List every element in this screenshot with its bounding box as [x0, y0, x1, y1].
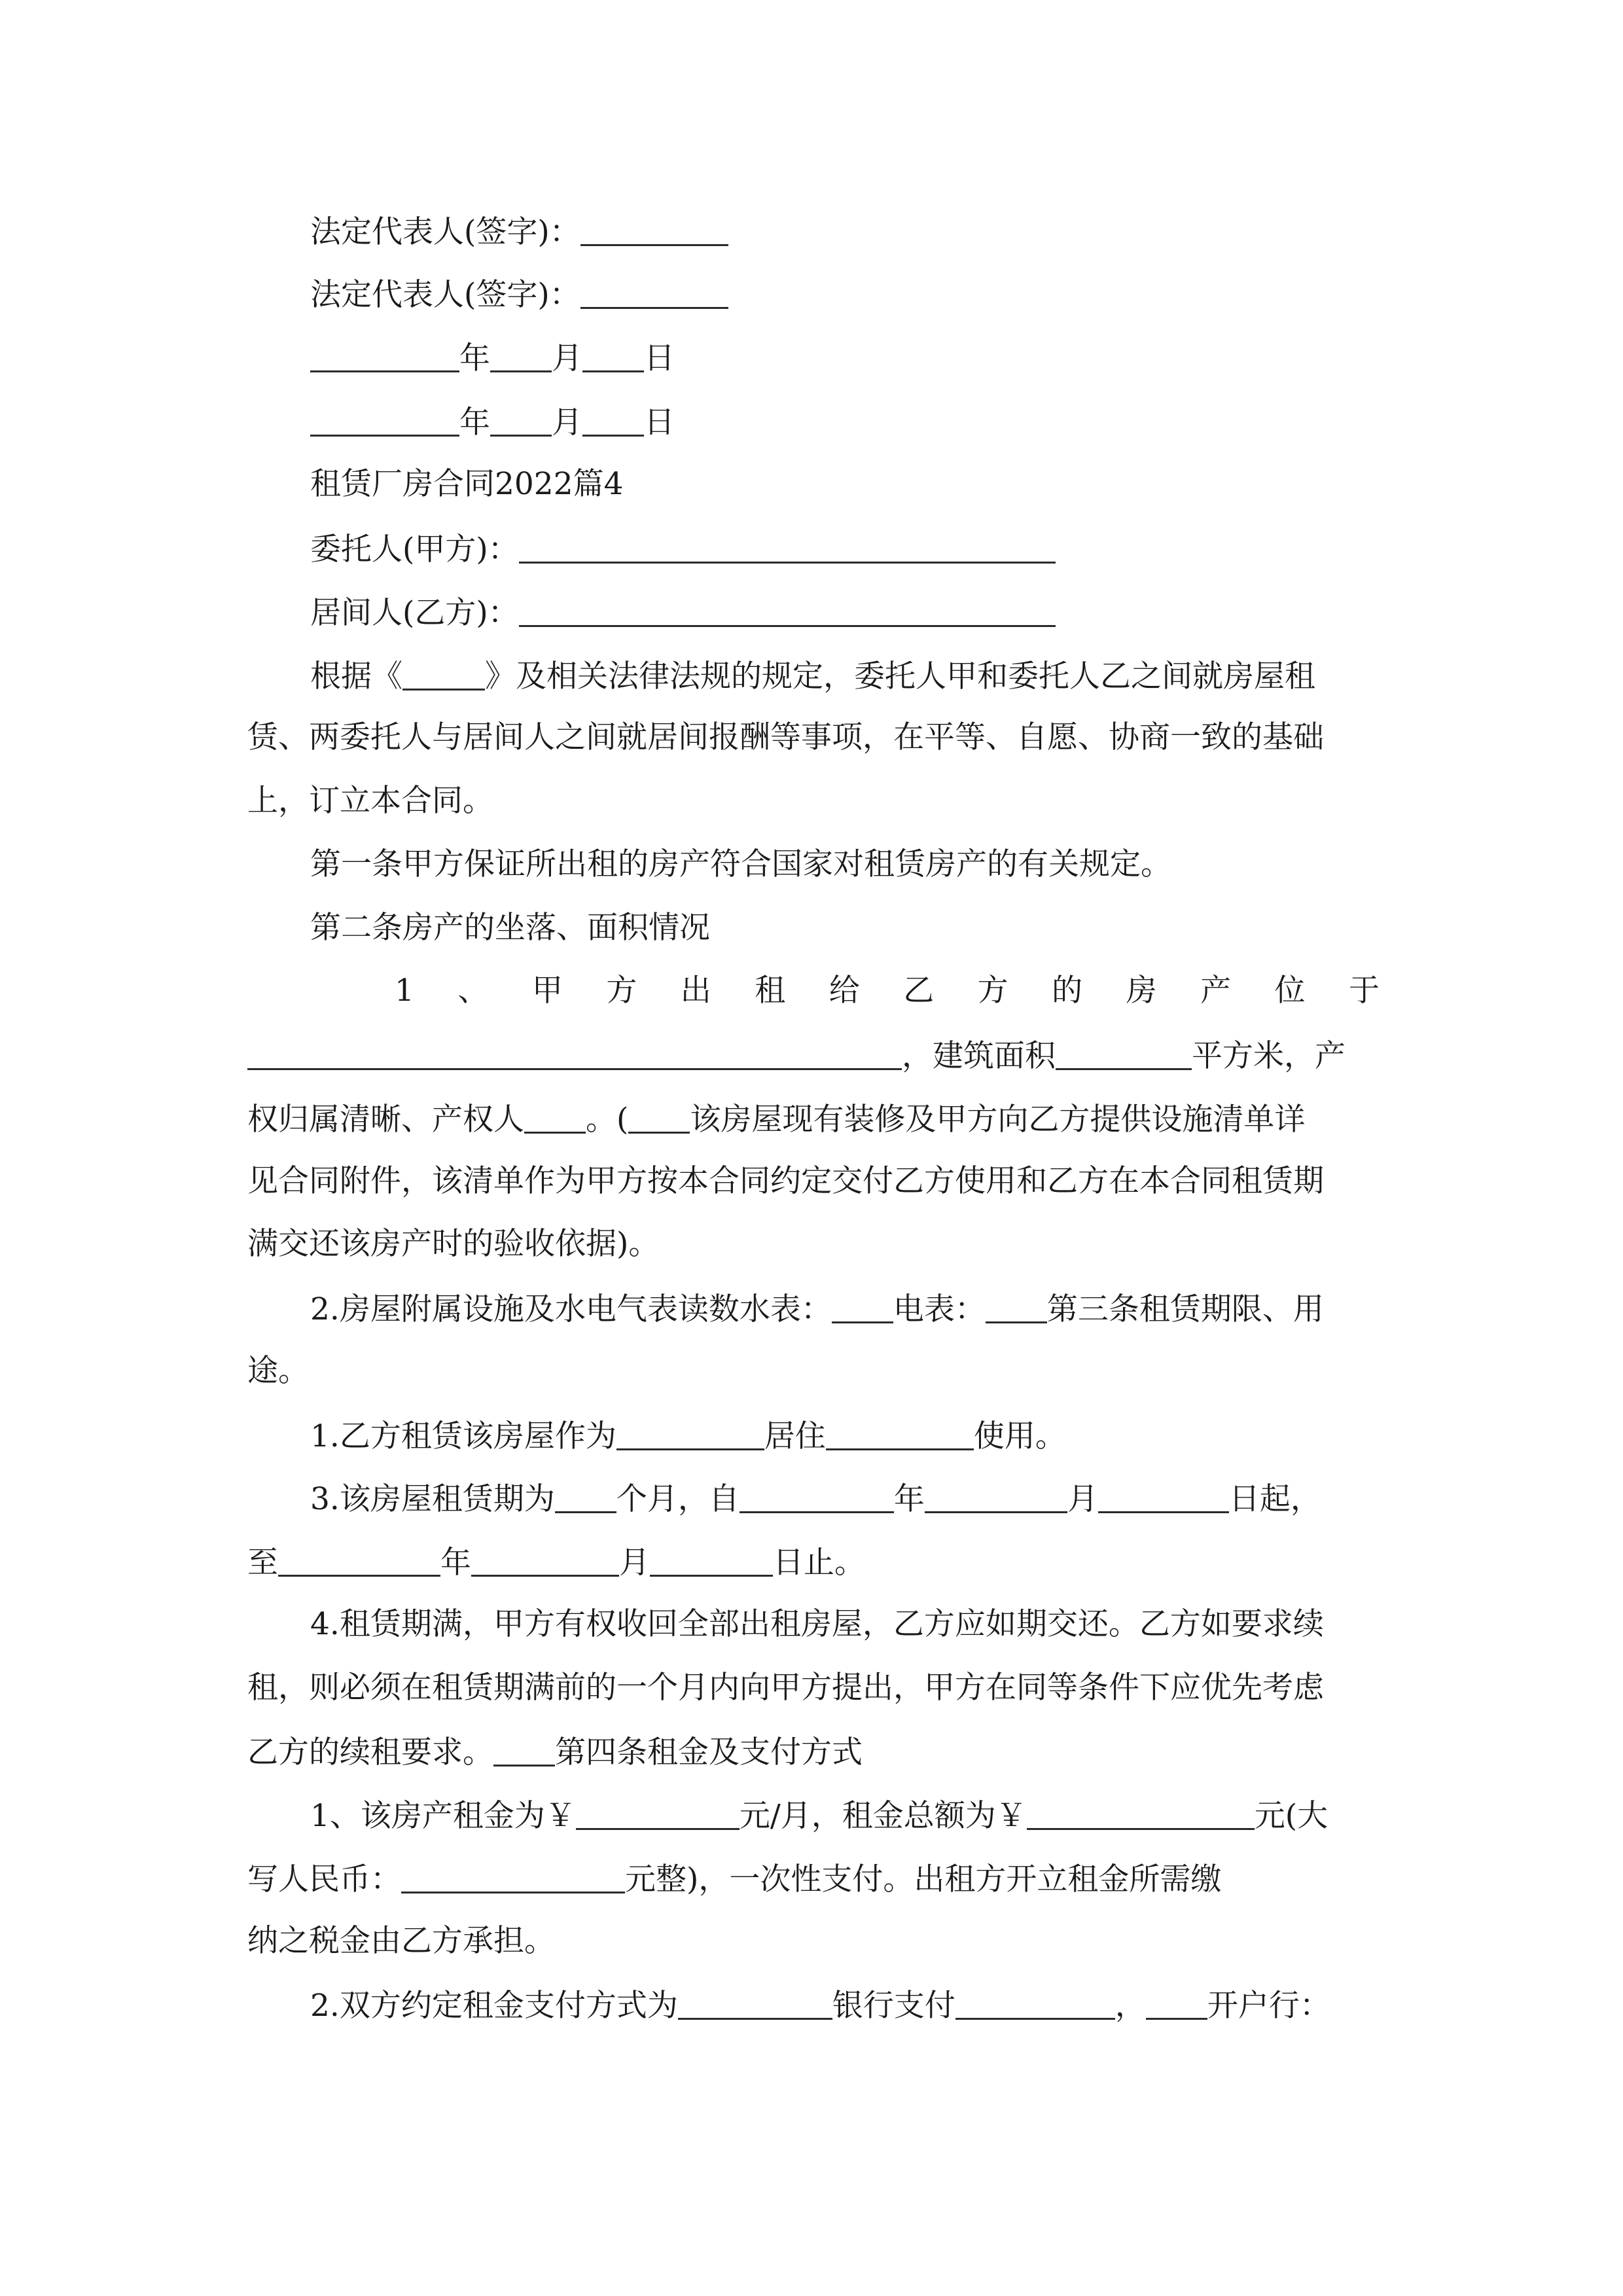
legal-rep-signature-line: [310, 214, 1380, 251]
month-label: 月: [552, 404, 582, 441]
text: 》及相关法律法规的规定，委托人甲和委托人乙之间就房屋租: [485, 658, 1315, 695]
date-line: [310, 340, 1380, 377]
text: 2.双方约定租金支付方式为: [310, 1988, 678, 2024]
blank: [925, 1482, 1067, 1513]
blank: [1027, 1799, 1255, 1830]
text: 3.该房屋租赁期为: [310, 1481, 555, 1518]
paragraph-line: [247, 1545, 1380, 1581]
char: 位: [1274, 973, 1306, 1009]
text: 至: [247, 1545, 278, 1581]
paragraph-line: [247, 1734, 1380, 1771]
text: 月: [1067, 1481, 1098, 1518]
legal-rep-signature-line: [310, 277, 1380, 314]
blank: [580, 215, 728, 246]
blank: [1146, 1988, 1207, 2020]
blank: [678, 1988, 832, 2020]
char: 方: [977, 973, 1008, 1009]
char: 方: [606, 973, 637, 1009]
blank: [1056, 1039, 1192, 1070]
blank: [616, 1419, 764, 1450]
blank: [519, 532, 1056, 564]
char: 于: [1349, 973, 1380, 1009]
blank: [247, 1039, 902, 1070]
paragraph-line: 途。: [247, 1353, 309, 1389]
date-line: [310, 404, 1380, 441]
text: 年: [440, 1545, 471, 1581]
text: 1.乙方租赁该房屋作为: [310, 1418, 616, 1455]
blank: [402, 659, 485, 691]
char: 乙: [903, 973, 935, 1009]
char: 产: [1200, 973, 1232, 1009]
blank: [490, 405, 552, 437]
blank: [555, 1482, 616, 1513]
blank: [582, 405, 644, 437]
paragraph-line: [247, 1038, 1380, 1075]
month-label: 月: [552, 340, 582, 377]
char: 给: [829, 973, 860, 1009]
text: 乙方的续租要求。: [247, 1734, 493, 1771]
paragraph-line: 见合同附件，该清单作为甲方按本合同约定交付乙方使用和乙方在本合同租赁期: [247, 1163, 1324, 1199]
blank: [576, 1799, 740, 1830]
paragraph-line: 赁、两委托人与居间人之间就居间报酬等事项，在平等、自愿、协商一致的基础: [247, 719, 1324, 755]
paragraph-line: 纳之税金由乙方承担。: [247, 1923, 555, 1959]
blank: [826, 1419, 974, 1450]
text: 第三条租赁期限、用: [1046, 1291, 1324, 1328]
label: 委托人(甲方)：: [310, 531, 519, 568]
section-title: 租赁厂房合同2022篇4: [310, 466, 624, 502]
text: 第四条租金及支付方式: [555, 1734, 863, 1771]
blank: [401, 1862, 625, 1893]
year-label: 年: [459, 404, 490, 441]
paragraph-line: [310, 1481, 1380, 1518]
day-label: 日: [644, 404, 675, 441]
paragraph-line: [310, 1988, 1380, 2024]
text: 平方米，产: [1192, 1038, 1346, 1075]
char: 租: [755, 973, 786, 1009]
paragraph-line: [310, 1798, 1380, 1835]
text: 电表：: [893, 1291, 986, 1328]
paragraph-line: 满交还该房产时的验收依据)。: [247, 1226, 660, 1262]
char: 1: [395, 973, 414, 1009]
char: 出: [680, 973, 711, 1009]
blank: [310, 341, 459, 372]
paragraph-line: 4.租赁期满，甲方有权收回全部出租房屋，乙方应如期交还。乙方如要求续: [310, 1606, 1324, 1642]
text: 。(: [586, 1102, 629, 1138]
text: 根据《: [310, 658, 402, 695]
paragraph-line: 上，订立本合同。: [247, 783, 493, 819]
blank: [310, 405, 459, 437]
text: 使用。: [973, 1418, 1066, 1455]
blank: [493, 1735, 555, 1767]
label: 居间人(乙方)：: [310, 595, 519, 632]
text: 写人民币：: [247, 1861, 401, 1898]
blank: [650, 1545, 773, 1577]
text: ，: [1115, 1988, 1146, 2024]
blank: [519, 596, 1056, 627]
blank: [490, 341, 552, 372]
blank: [1098, 1482, 1229, 1513]
text: 居住: [764, 1418, 826, 1455]
text: 元整)，一次性支付。出租方开立租金所需缴: [625, 1861, 1222, 1898]
char: 房: [1126, 973, 1157, 1009]
char: 、: [457, 973, 489, 1009]
article-two-title: 第二条房产的坐落、面积情况: [310, 910, 710, 946]
paragraph-line: [247, 1861, 1380, 1898]
day-label: 日: [644, 340, 675, 377]
text: 权归属清晰、产权人: [247, 1102, 524, 1138]
text: 元/月，租金总额为￥: [739, 1798, 1027, 1835]
blank: [955, 1988, 1115, 2020]
char: 甲: [531, 973, 563, 1009]
char: 的: [1052, 973, 1083, 1009]
text: 2.房屋附属设施及水电气表读数水表：: [310, 1291, 832, 1328]
paragraph-line: [310, 1291, 1380, 1328]
blank: [580, 278, 728, 309]
blank: [582, 341, 644, 372]
intermediary-party-b-line: [310, 595, 1380, 632]
text: 日止。: [773, 1545, 865, 1581]
spaced-line: [395, 973, 1380, 1009]
text: 个月，自: [616, 1481, 740, 1518]
paragraph-line: [310, 658, 1380, 695]
text: 年: [893, 1481, 925, 1518]
paragraph-line: 租，则必须在租赁期满前的一个月内向甲方提出，甲方在同等条件下应优先考虑: [247, 1670, 1324, 1706]
article-one: 第一条甲方保证所出租的房产符合国家对租赁房产的有关规定。: [310, 846, 1171, 882]
blank: [471, 1545, 619, 1577]
blank: [524, 1102, 586, 1134]
blank: [986, 1292, 1047, 1323]
text: ，建筑面积: [902, 1038, 1056, 1075]
blank: [740, 1482, 894, 1513]
text: 银行支付: [832, 1988, 955, 2024]
text: 该房屋现有装修及甲方向乙方提供设施清单详: [690, 1102, 1306, 1138]
text: 元(大: [1254, 1798, 1329, 1835]
principal-party-a-line: [310, 531, 1380, 568]
blank: [628, 1102, 690, 1134]
text: 1、该房产租金为￥: [310, 1798, 576, 1835]
year-label: 年: [459, 340, 490, 377]
blank: [832, 1292, 893, 1323]
text: 开户行：: [1207, 1988, 1330, 2024]
label: 法定代表人(签字)：: [310, 214, 580, 251]
text: 日起，: [1228, 1481, 1321, 1518]
text: 月: [619, 1545, 650, 1581]
paragraph-line: [247, 1102, 1380, 1138]
blank: [278, 1545, 440, 1577]
paragraph-line: [310, 1418, 1380, 1455]
label: 法定代表人(签字)：: [310, 277, 580, 314]
